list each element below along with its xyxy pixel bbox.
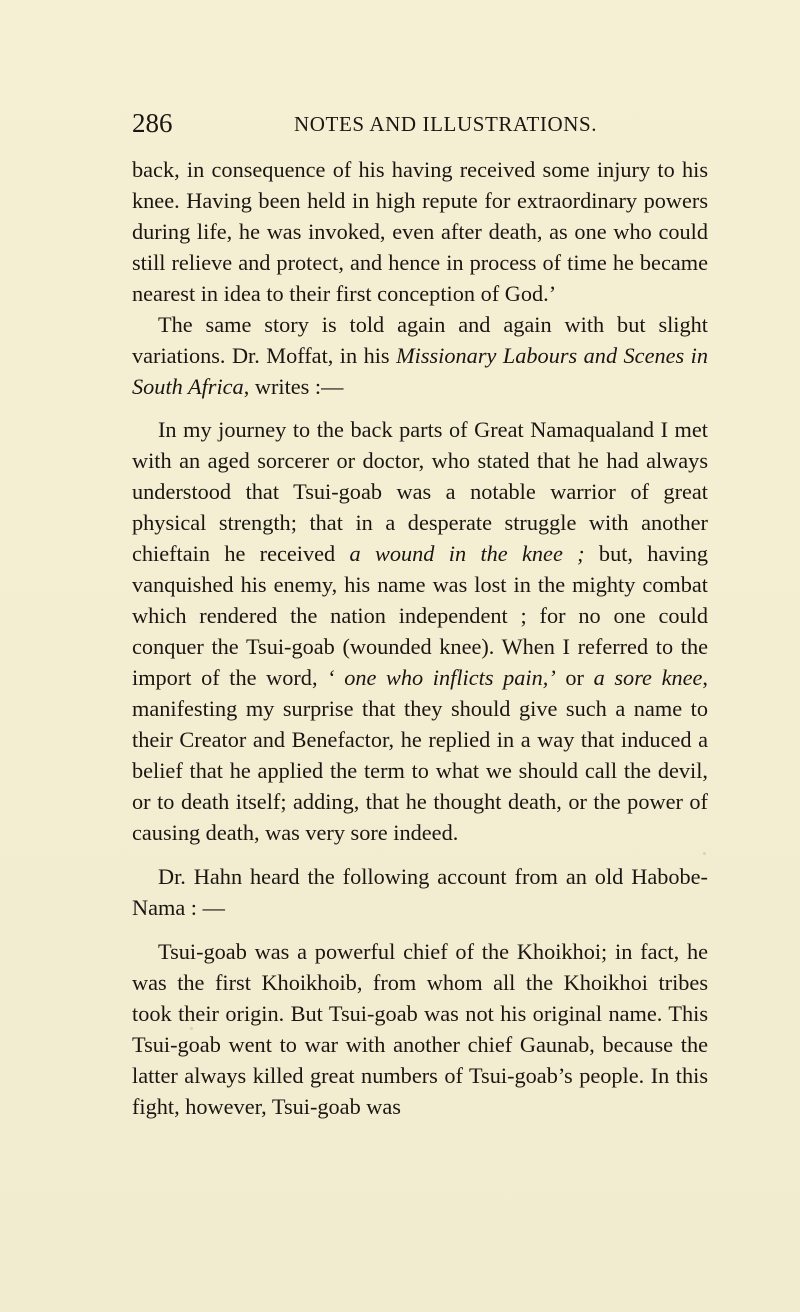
moffat-quotation <box>132 414 708 846</box>
moffat-introduction-paragraph <box>132 309 708 401</box>
paragraph-text: Dr. Hahn heard the following account from an old Habobe-Nama : — <box>132 864 708 920</box>
hahn-introduction-paragraph <box>132 861 708 923</box>
page-number: 286 <box>132 108 173 138</box>
paragraph-text <box>132 309 708 402</box>
italic-phrase: a wound in the knee ; <box>349 541 585 566</box>
quotation-part: but, having vanquished his enemy, his name was lost in the mighty combat which rendered the nation independent ; for no one could conquer the Tsui-goab (wounded knee). When I referred to the import of the word, <box>132 541 708 690</box>
page-header <box>132 108 708 138</box>
running-head: NOTES AND ILLUSTRATIONS. <box>294 112 598 136</box>
paragraph-text: back, in consequence of his having received some injury to his knee. Having been held in high repute for extraordinary powers during life, he was invoked, even after death, as one who could still relieve and protect, and hence in process of time he became nearest in idea to their first conception of God.’ <box>132 157 708 306</box>
quotation-text: Tsui-goab was a powerful chief of the Khoikhoi; in fact, he was the first Khoikhoib, from whom all the Khoikhoi tribes took their origin. But Tsui-goab was not his original name. This Tsui-goab went to war with another chief Gaunab, because the latter always killed great numbers of Tsui-goab’s people. In this fight, however, Tsui-goab was <box>132 939 708 1119</box>
paper-speck <box>190 1027 193 1030</box>
habobe-nama-quotation <box>132 936 708 1156</box>
italic-phrase: ‘ one who inflicts pain,’ <box>327 665 556 690</box>
quotation-text <box>132 414 708 848</box>
quotation-part: , manifesting my surprise that they should give such a name to their Creator and Benefactor, he replied in a way that induced a belief that he applied the term to what we should call the devil, or to death itself; adding, that he thought death, or the power of causing death, was very sore indeed. <box>132 665 708 845</box>
paragraph-text-start: The same story is told again and again with but slight variations. Dr. Moffat, in his <box>132 312 708 368</box>
quotation-part: or <box>555 665 594 690</box>
continued-paragraph <box>132 154 708 308</box>
quotation-part: In my journey to the back parts of Great Namaqualand I met with an aged sorcerer or doctor, who stated that he had always understood that Tsui-goab was a notable warrior of great physical strength; that in a desperate struggle with another chieftain he received <box>132 417 708 566</box>
italic-phrase: a sore knee <box>593 665 703 690</box>
paper-speck <box>703 852 706 855</box>
book-title: Missionary Labours and Scenes in South Africa <box>132 343 708 399</box>
paragraph-text-end: , writes :— <box>243 374 344 399</box>
